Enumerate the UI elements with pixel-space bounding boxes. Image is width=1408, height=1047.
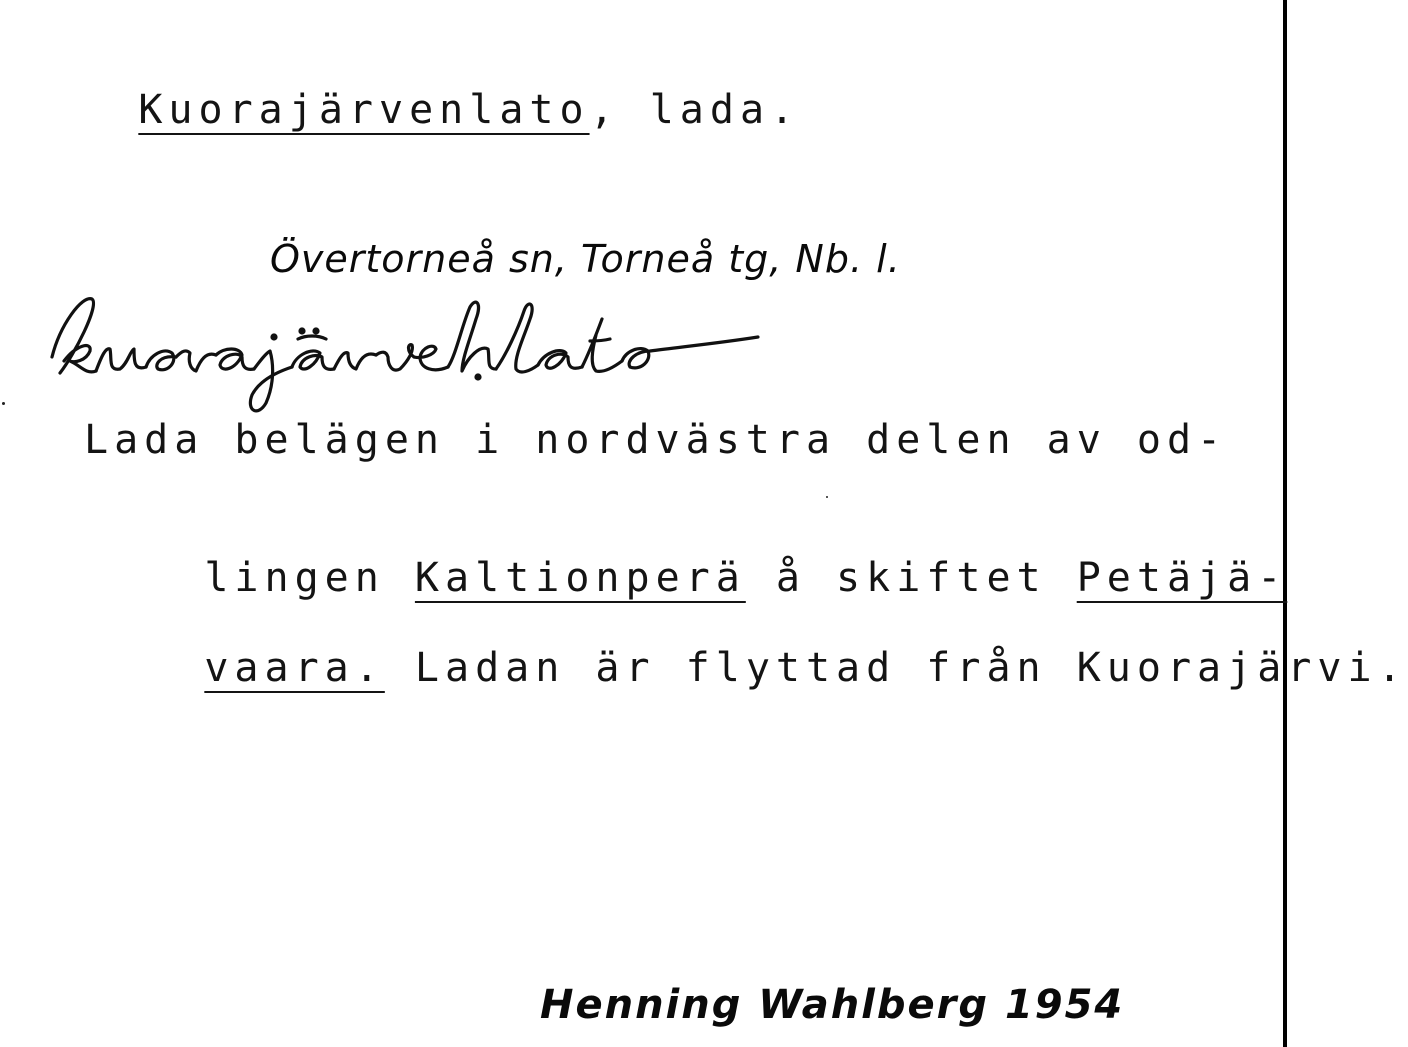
body-line-1: Lada belägen i nordvästra delen av od- [84,417,1228,463]
field-name-petajavaara-part-2: vaara. [204,645,385,691]
field-name-kaltionpera: Kaltionperä [414,555,746,601]
body-line-3 [84,608,1408,728]
paper-speck [826,496,828,498]
body-line-3-part-b: Ladan är flyttad från Kuorajärvi. [384,645,1408,691]
body-line-2-part-a: lingen [204,555,415,601]
body-line-2-part-c: å skiftet [745,555,1077,601]
parish-stamp: Övertorneå sn, Torneå tg, Nb. l. [270,237,901,281]
handwritten-name-signature [30,285,770,425]
collector-signature: Henning Wahlberg 1954 [540,982,1125,1028]
card-heading [18,50,800,170]
field-name-petajavaara-part-1: Petäjä- [1076,555,1288,601]
heading-type: , lada. [589,87,801,133]
heading-place-name: Kuorajärvenlato [138,87,590,133]
paper-speck [2,402,5,405]
